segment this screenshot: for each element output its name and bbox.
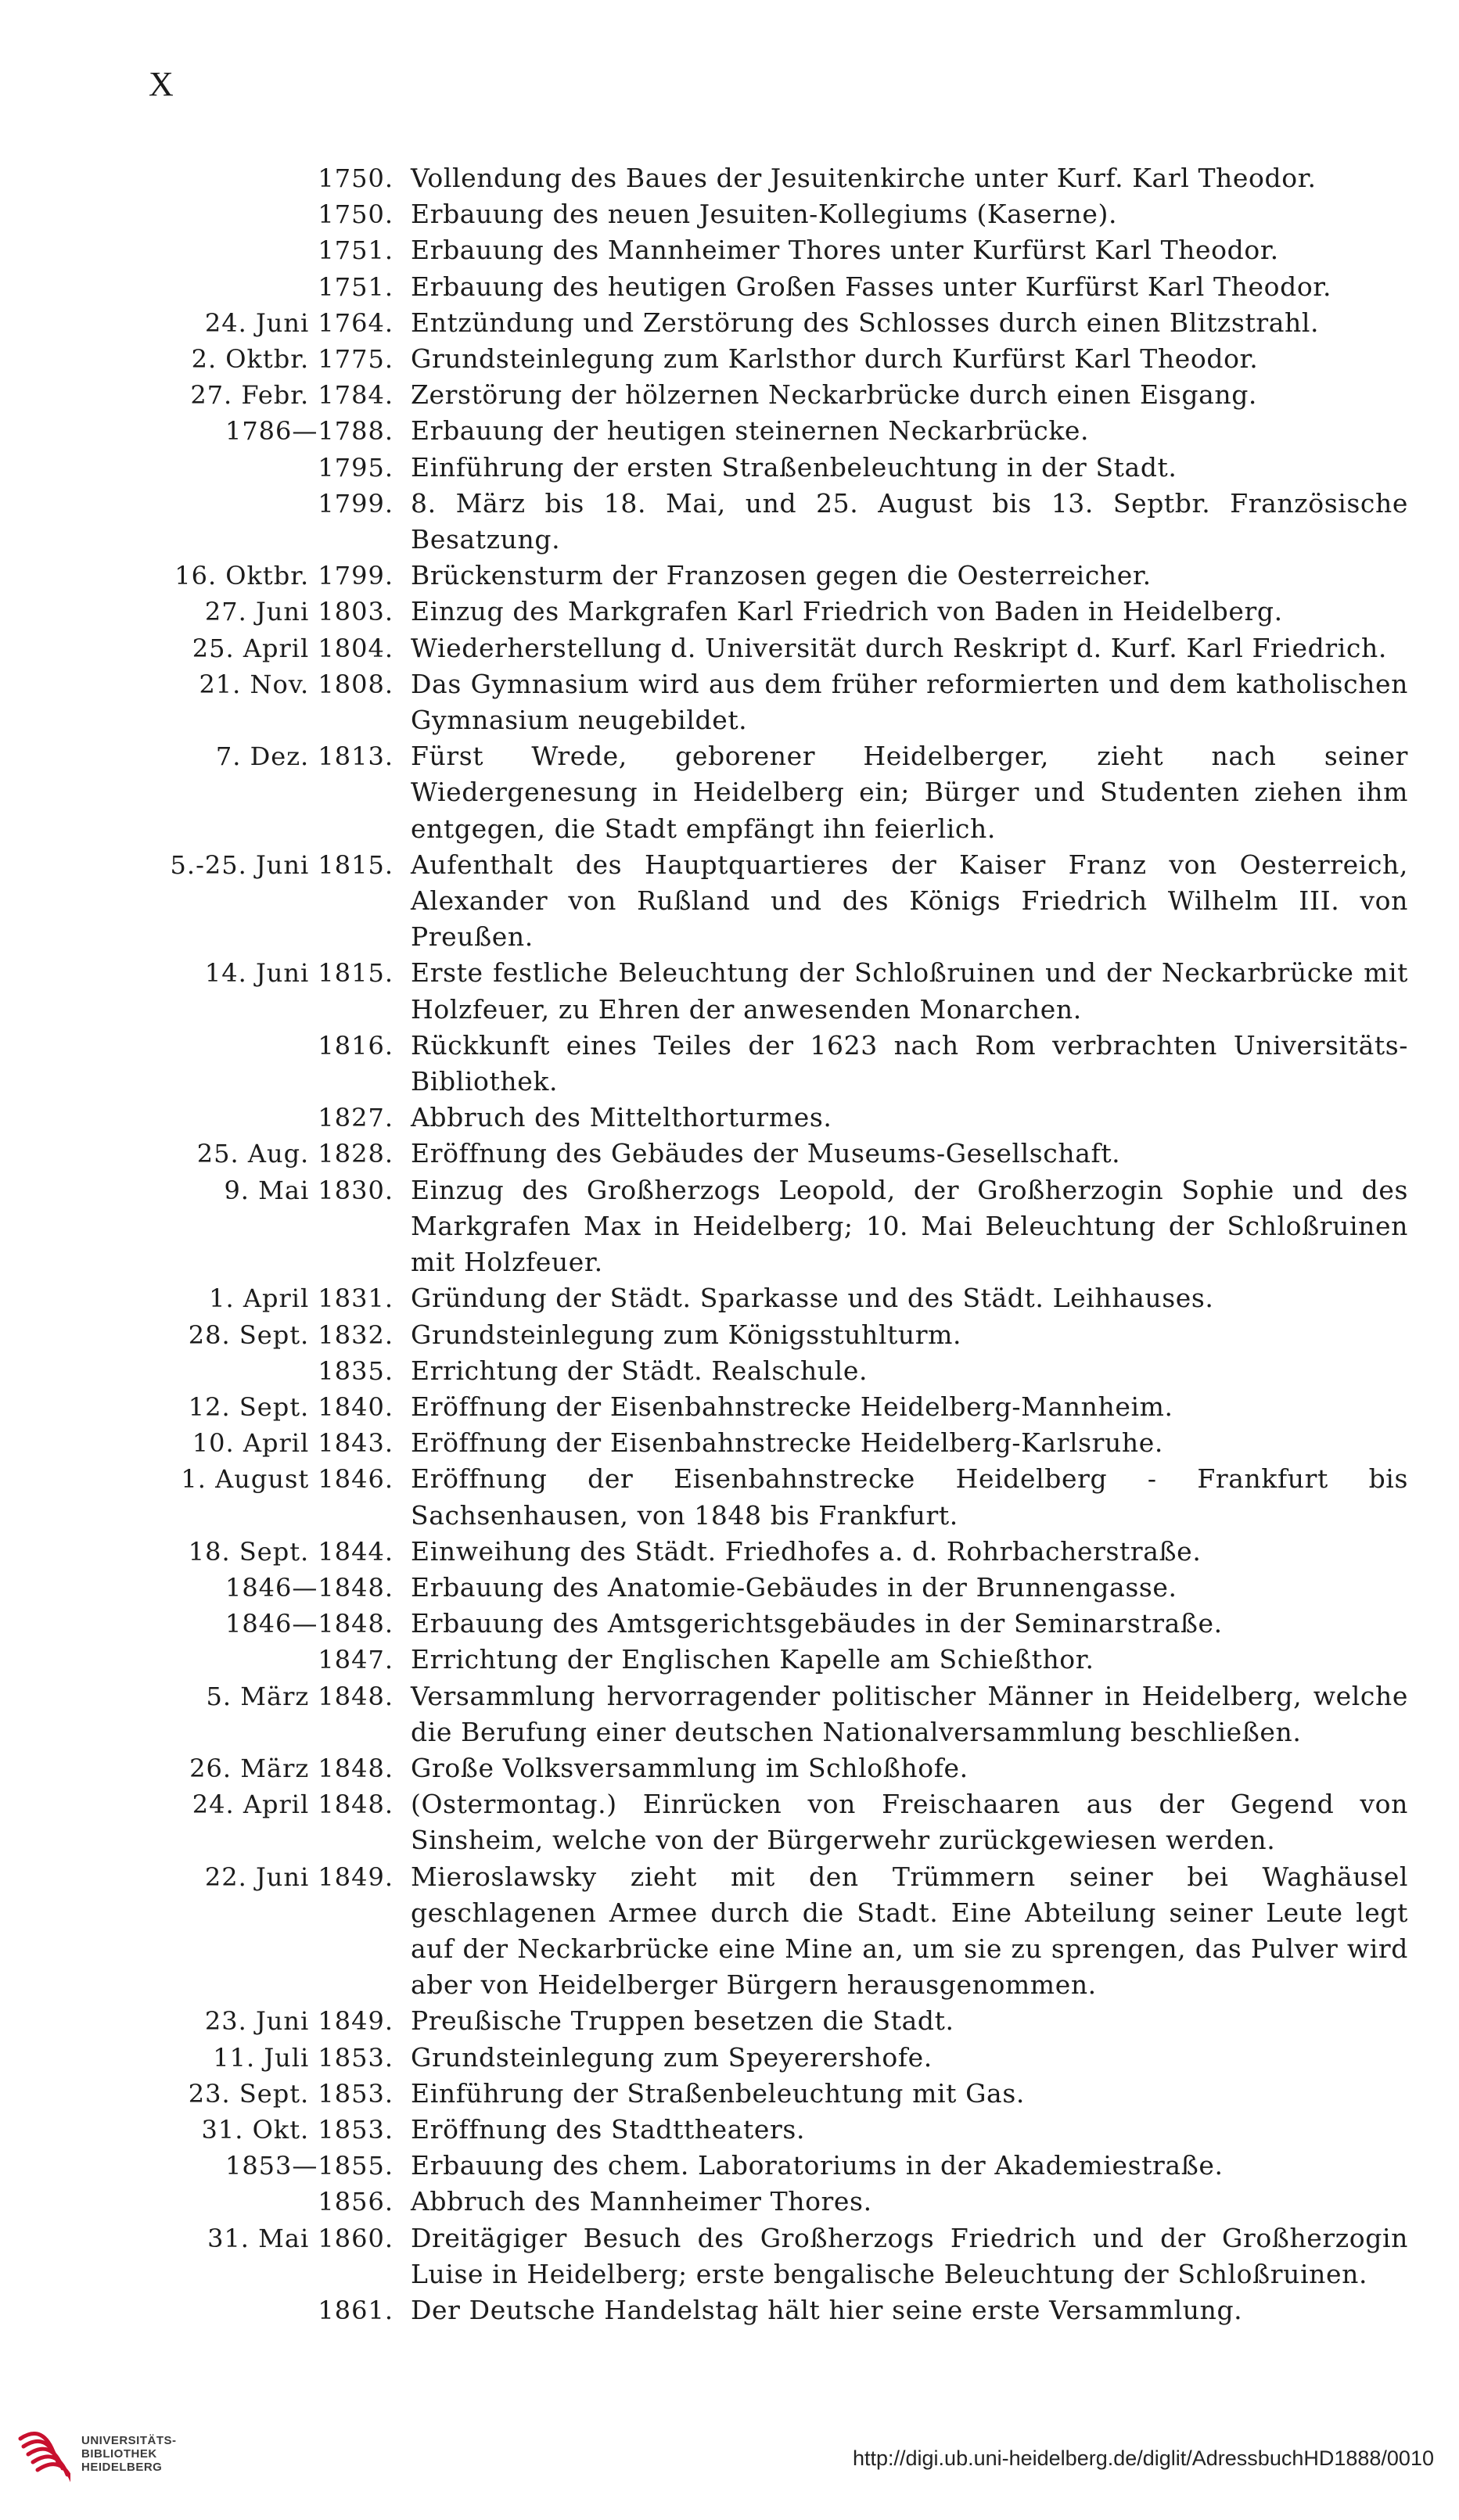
chronology-entry xyxy=(141,955,1408,1027)
entry-date: 12. Sept. 1840. xyxy=(188,1391,393,1422)
chronology-entry xyxy=(141,1859,1408,2004)
chronology-entry xyxy=(141,630,1408,666)
entry-text: Rückkunft eines Teiles der 1623 nach Rom verbrachten Universitäts-Bibliothek. xyxy=(411,1029,1408,1097)
entry-text: Entzündung und Zerstörung des Schlosses durch einen Blitzstrahl. xyxy=(411,307,1320,338)
entry-date: 9. Mai 1830. xyxy=(224,1175,393,1205)
entry-date: 1750. xyxy=(318,163,393,193)
entry-text: Einweihung des Städt. Friedhofes a. d. Rohrbacherstraße. xyxy=(411,1535,1202,1567)
entry-text: Der Deutsche Handelstag hält hier seine erste Versammlung. xyxy=(411,2294,1243,2325)
entry-date: 11. Juli 1853. xyxy=(213,2042,393,2073)
entry-text: 8. März bis 18. Mai, und 25. August bis 13. Septbr. Französische Besatzung. xyxy=(411,487,1408,555)
library-name xyxy=(81,2434,177,2474)
entry-date: 21. Nov. 1808. xyxy=(199,669,393,699)
entry-text: Erbauung des Anatomie-Gebäudes in der Brunnengasse. xyxy=(411,1571,1177,1603)
entry-text: Grundsteinlegung zum Speyerershofe. xyxy=(411,2041,933,2073)
chronology-entry xyxy=(141,1642,1408,1678)
entry-text: Erbauung der heutigen steinernen Neckarbrücke. xyxy=(411,415,1090,447)
library-name-line: BIBLIOTHEK xyxy=(81,2447,157,2461)
entry-text: Einführung der Straßenbeleuchtung mit Gas. xyxy=(411,2077,1025,2109)
entry-date: 27. Juni 1803. xyxy=(204,597,393,627)
entry-text: Eröffnung der Eisenbahnstrecke Heidelberg-Mannheim. xyxy=(411,1391,1173,1422)
chronology-entry xyxy=(141,1317,1408,1353)
library-name-line: UNIVERSITÄTS- xyxy=(81,2434,177,2447)
entry-date: 5.-25. Juni 1815. xyxy=(170,849,393,880)
entry-date: 5. März 1848. xyxy=(206,1681,393,1711)
entry-date: 1751. xyxy=(318,271,393,302)
entry-date: 31. Mai 1860. xyxy=(207,2223,393,2253)
chronology-entry xyxy=(141,1606,1408,1642)
entry-date: 18. Sept. 1844. xyxy=(188,1536,393,1567)
entry-text: Einführung der ersten Straßenbeleuchtung in der Stadt. xyxy=(411,451,1177,483)
chronology-entry xyxy=(141,305,1408,341)
entry-date: 1827. xyxy=(318,1103,393,1133)
chronology-entry xyxy=(141,2003,1408,2039)
chronology-entry xyxy=(141,1678,1408,1750)
chronology-entry xyxy=(141,1425,1408,1461)
chronology-entry xyxy=(141,160,1408,196)
chronology-entry xyxy=(141,2076,1408,2112)
page-number: X xyxy=(149,65,175,103)
library-name-line: HEIDELBERG xyxy=(81,2461,163,2474)
chronology-entry xyxy=(141,1353,1408,1389)
entry-text: Gründung der Städt. Sparkasse und des Städt. Leihhauses. xyxy=(411,1283,1214,1314)
entry-text: Errichtung der Englischen Kapelle am Schießthor. xyxy=(411,1644,1094,1675)
entry-date: 23. Sept. 1853. xyxy=(188,2078,393,2109)
entry-text: Erbauung des heutigen Großen Fasses unter Kurfürst Karl Theodor. xyxy=(411,271,1332,302)
entry-date: 26. März 1848. xyxy=(189,1753,393,1783)
chronology-entry xyxy=(141,1028,1408,1100)
university-library-logo-icon xyxy=(16,2425,70,2493)
entry-text: Grundsteinlegung zum Karlsthor durch Kurfürst Karl Theodor. xyxy=(411,343,1259,375)
entry-text: Abbruch des Mannheimer Thores. xyxy=(411,2186,872,2217)
entry-text: (Ostermontag.) Einrücken von Freischaaren aus der Gegend von Sinsheim, welche von der Bürgerwehr zurückgewiesen werden. xyxy=(411,1789,1408,1856)
chronology-entry xyxy=(141,1786,1408,1858)
source-url-link[interactable]: http://digi.ub.uni-heidelberg.de/diglit/AdressbuchHD1888/0010 xyxy=(852,2446,1434,2470)
entry-text: Dreitägiger Besuch des Großherzogs Friedrich und der Großherzogin Luise in Heidelberg; erste bengalische Beleuchtung der Schloßruinen. xyxy=(411,2222,1408,2289)
entry-date: 25. April 1804. xyxy=(192,633,393,663)
entry-date: 2. Oktbr. 1775. xyxy=(191,344,393,375)
entry-text: Abbruch des Mittelthorturmes. xyxy=(411,1102,832,1133)
chronology-entry xyxy=(141,666,1408,738)
entry-text: Große Volksversammlung im Schloßhofe. xyxy=(411,1752,968,1783)
chronology-entry xyxy=(141,1570,1408,1606)
chronology-entry xyxy=(141,232,1408,268)
entry-date: 14. Juni 1815. xyxy=(204,958,393,989)
chronology-entry xyxy=(141,1534,1408,1570)
entry-date: 1799. xyxy=(318,488,393,519)
entry-date: 1786—1788. xyxy=(225,416,393,447)
chronology-entry xyxy=(141,1750,1408,1786)
entry-date: 1. April 1831. xyxy=(209,1283,393,1314)
entry-date: 7. Dez. 1813. xyxy=(215,741,393,772)
chronology-entry xyxy=(141,1172,1408,1281)
chronology-entry xyxy=(141,2112,1408,2148)
chronology-entry xyxy=(141,2184,1408,2220)
chronology-entry xyxy=(141,1100,1408,1136)
entry-text: Versammlung hervorragender politischer Männer in Heidelberg, welche die Berufung einer deutschen Nationalversammlung beschließen. xyxy=(411,1680,1408,1747)
chronology-entry xyxy=(141,377,1408,413)
entry-text: Eröffnung der Eisenbahnstrecke Heidelberg-Karlsruhe. xyxy=(411,1427,1163,1459)
entry-date: 25. Aug. 1828. xyxy=(196,1139,393,1169)
entry-date: 31. Okt. 1853. xyxy=(201,2114,393,2145)
entry-date: 1835. xyxy=(318,1355,393,1386)
entry-date: 1. August 1846. xyxy=(181,1464,393,1495)
entry-text: Mieroslawsky zieht mit den Trümmern seiner bei Waghäusel geschlagenen Armee durch die Stadt. Eine Abteilung seiner Leute legt auf der Neckarbrücke eine Mine an, um sie zu sprengen, das Pulver wird aber von Heidelberger Bürgern herausgenommen. xyxy=(411,1861,1408,2001)
chronology-entry xyxy=(141,738,1408,847)
entry-text: Preußische Truppen besetzen die Stadt. xyxy=(411,2005,954,2037)
chronology-entry xyxy=(141,558,1408,594)
chronology-entry xyxy=(141,413,1408,449)
entry-date: 22. Juni 1849. xyxy=(204,1861,393,1892)
entry-date: 16. Oktbr. 1799. xyxy=(174,561,393,591)
entry-date: 1847. xyxy=(318,1645,393,1675)
entry-text: Eröffnung der Eisenbahnstrecke Heidelberg - Frankfurt bis Sachsenhausen, von 1848 bis Frankfurt. xyxy=(411,1463,1408,1531)
entry-date: 1856. xyxy=(318,2187,393,2217)
entry-text: Fürst Wrede, geborener Heidelberger, zieht nach seiner Wiedergenesung in Heidelberg ein; Bürger und Studenten ziehen ihm entgegen, die Stadt empfängt ihn feierlich. xyxy=(411,741,1408,844)
entry-text: Erbauung des Mannheimer Thores unter Kurfürst Karl Theodor. xyxy=(411,235,1279,266)
entry-text: Vollendung des Baues der Jesuitenkirche unter Kurf. Karl Theodor. xyxy=(411,163,1317,193)
entry-date: 1751. xyxy=(318,235,393,266)
entry-date: 10. April 1843. xyxy=(192,1428,393,1459)
entry-text: Erbauung des neuen Jesuiten-Kollegiums (Kaserne). xyxy=(411,199,1118,230)
entry-text: Das Gymnasium wird aus dem früher reformierten und dem katholischen Gymnasium neugebildet. xyxy=(411,668,1408,736)
entry-text: Einzug des Großherzogs Leopold, der Großherzogin Sophie und des Markgrafen Max in Heidelberg; 10. Mai Beleuchtung der Schloßruinen mit Holzfeuer. xyxy=(411,1174,1408,1278)
entry-date: 28. Sept. 1832. xyxy=(188,1319,393,1350)
entry-date: 1853—1855. xyxy=(225,2151,393,2181)
entry-text: Grundsteinlegung zum Königsstuhlturm. xyxy=(411,1319,962,1350)
entry-text: Einzug des Markgrafen Karl Friedrich von Baden in Heidelberg. xyxy=(411,596,1283,627)
entry-date: 27. Febr. 1784. xyxy=(190,380,393,411)
footer xyxy=(0,2401,1459,2520)
entry-text: Wiederherstellung d. Universität durch Reskript d. Kurf. Karl Friedrich. xyxy=(411,632,1387,663)
entry-date: 1846—1848. xyxy=(225,1572,393,1603)
entry-date: 1750. xyxy=(318,199,393,230)
entry-text: Zerstörung der hölzernen Neckarbrücke durch einen Eisgang. xyxy=(411,379,1258,411)
entry-date: 24. Juni 1764. xyxy=(204,307,393,338)
chronology-list xyxy=(141,160,1408,2328)
chronology-entry xyxy=(141,196,1408,232)
chronology-entry xyxy=(141,1461,1408,1533)
chronology-entry xyxy=(141,594,1408,630)
chronology-entry xyxy=(141,847,1408,956)
entry-text: Brückensturm der Franzosen gegen die Oesterreicher. xyxy=(411,560,1152,591)
chronology-entry xyxy=(141,2148,1408,2184)
entry-date: 1861. xyxy=(318,2295,393,2325)
chronology-entry xyxy=(141,1280,1408,1316)
chronology-entry xyxy=(141,1136,1408,1172)
chronology-entry xyxy=(141,486,1408,558)
chronology-entry xyxy=(141,269,1408,305)
entry-text: Eröffnung des Stadttheaters. xyxy=(411,2113,806,2145)
entry-date: 23. Juni 1849. xyxy=(204,2006,393,2037)
entry-text: Eröffnung des Gebäudes der Museums-Gesellschaft. xyxy=(411,1138,1121,1169)
chronology-entry xyxy=(141,450,1408,486)
chronology-entry xyxy=(141,1389,1408,1425)
entry-date: 1846—1848. xyxy=(225,1609,393,1639)
chronology-entry xyxy=(141,2292,1408,2328)
entry-date: 1795. xyxy=(318,452,393,483)
entry-text: Aufenthalt des Hauptquartieres der Kaiser Franz von Oesterreich, Alexander von Rußland und des Königs Friedrich Wilhelm III. von Preußen. xyxy=(411,849,1408,953)
entry-date: 1816. xyxy=(318,1030,393,1061)
chronology-entry xyxy=(141,2040,1408,2076)
entry-date: 24. April 1848. xyxy=(192,1789,393,1820)
entry-text: Erbauung des Amtsgerichtsgebäudes in der Seminarstraße. xyxy=(411,1608,1223,1639)
entry-text: Erste festliche Beleuchtung der Schloßruinen und der Neckarbrücke mit Holzfeuer, zu Ehren der anwesenden Monarchen. xyxy=(411,957,1408,1025)
entry-text: Errichtung der Städt. Realschule. xyxy=(411,1355,868,1386)
entry-text: Erbauung des chem. Laboratoriums in der Akademiestraße. xyxy=(411,2150,1224,2181)
chronology-entry xyxy=(141,2220,1408,2292)
chronology-entry xyxy=(141,341,1408,377)
